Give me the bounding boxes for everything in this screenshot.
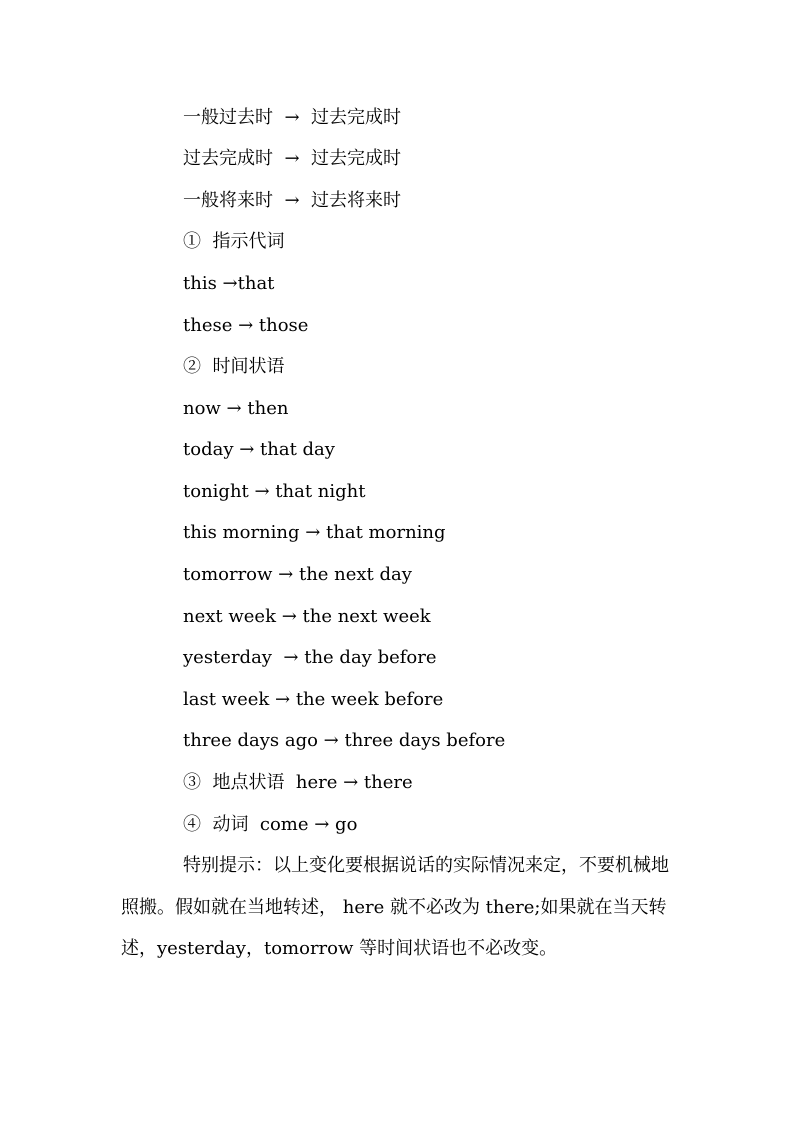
rule-three-days-ago: three days ago → three days before	[183, 730, 506, 751]
tense-rule-past-perfect: 过去完成时 → 过去完成时	[183, 148, 401, 169]
heading-demonstrative-pronouns: ① 指示代词	[183, 231, 285, 252]
rule-next-week: next week → the next week	[183, 606, 431, 627]
rule-last-week: last week → the week before	[183, 689, 444, 710]
rule-place-adverbial: ③ 地点状语 here → there	[183, 772, 413, 793]
tense-rule-past-simple: 一般过去时 → 过去完成时	[183, 107, 401, 128]
rule-verb-come-go: ④ 动词 come → go	[183, 814, 358, 835]
heading-time-adverbials: ② 时间状语	[183, 356, 285, 377]
rule-today-that-day: today → that day	[183, 439, 335, 460]
rule-this-that: this →that	[183, 273, 275, 294]
rule-yesterday: yesterday → the day before	[183, 647, 437, 668]
tense-rule-future-simple: 一般将来时 → 过去将来时	[183, 190, 401, 211]
special-note-paragraph: 特别提示：以上变化要根据说话的实际情况来定，不要机械地照搬。假如就在当地转述， here 就不必改为 there;如果就在当天转述，yesterday，tomorrow 等时间状语也不必改变。	[121, 855, 669, 959]
rule-tonight-that-night: tonight → that night	[183, 481, 366, 502]
rule-tomorrow: tomorrow → the next day	[183, 564, 412, 585]
rule-these-those: these → those	[183, 315, 309, 336]
rule-this-morning: this morning → that morning	[183, 522, 446, 543]
rule-now-then: now → then	[183, 398, 289, 419]
